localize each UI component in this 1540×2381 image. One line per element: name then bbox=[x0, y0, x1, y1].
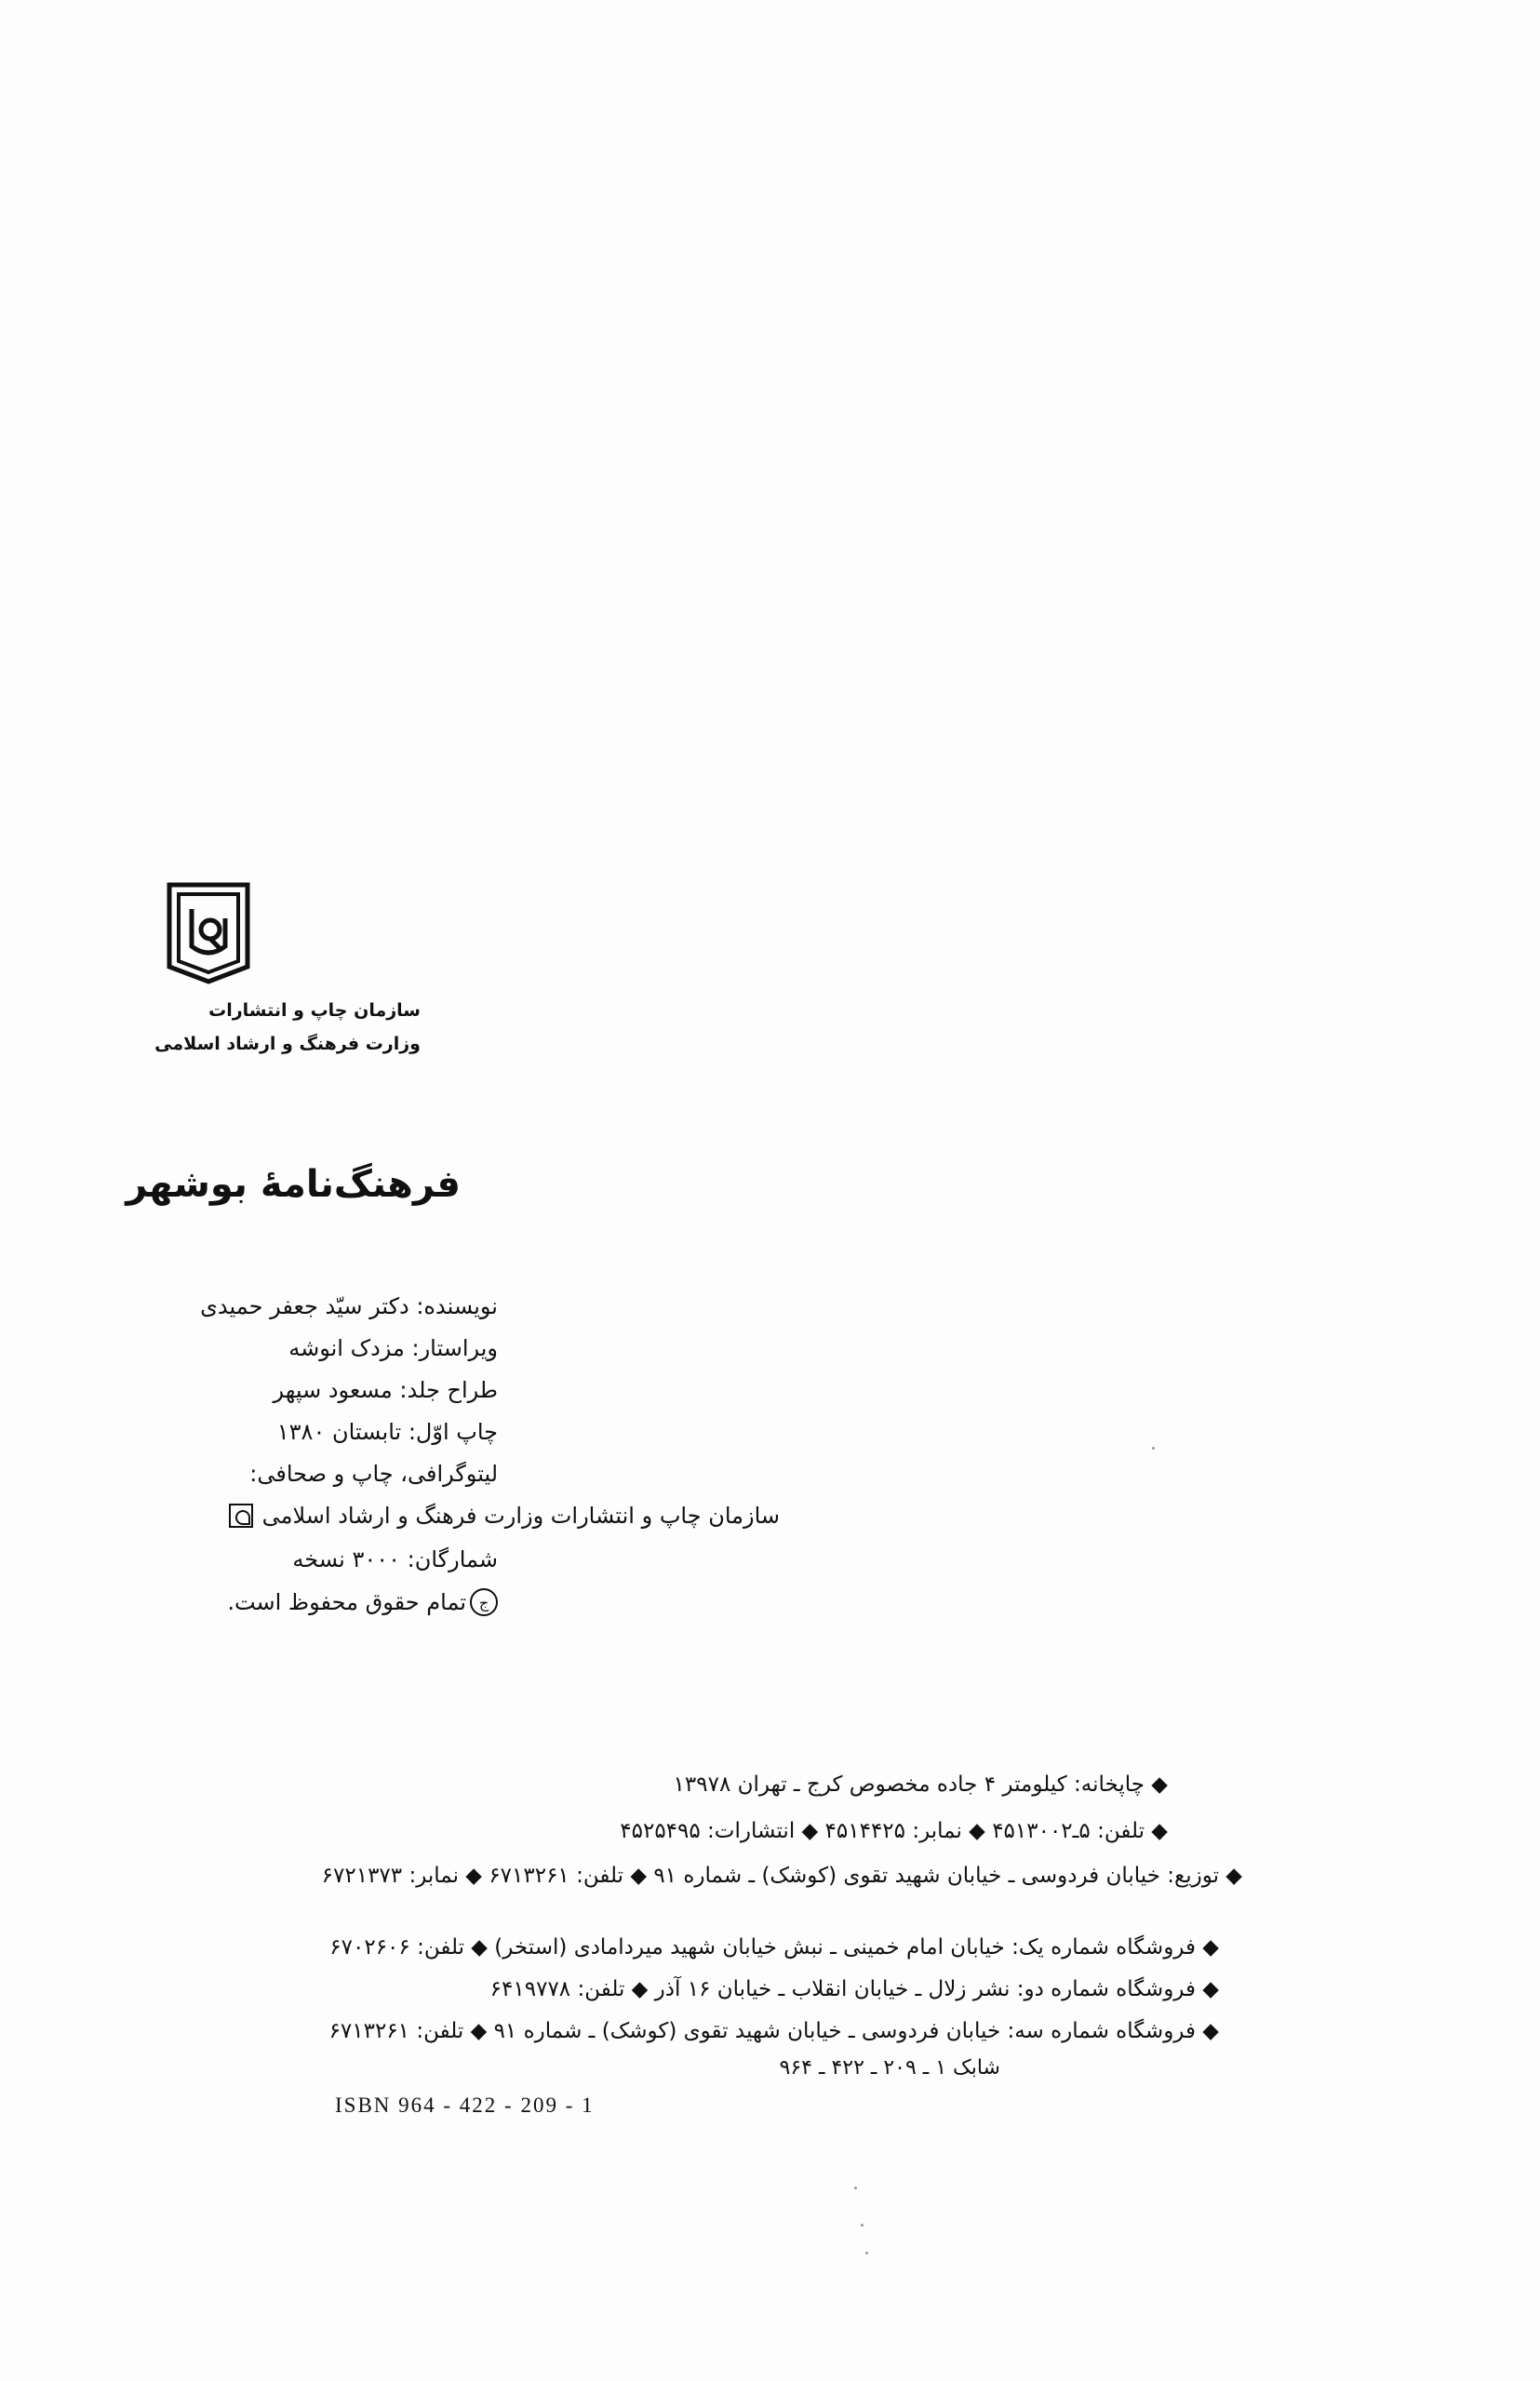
info-phone-numbers: ◆ تلفن: ۵ـ۴۵۱۳۰۰۲ ◆ نمابر: ۴۵۱۴۴۲۵ ◆ انتشارات: ۴۵۲۵۴۹۵ bbox=[620, 1819, 1168, 1843]
publisher-logo bbox=[166, 881, 251, 985]
publisher-mini-logo-icon bbox=[229, 1504, 253, 1528]
isbn: ISBN 964 - 422 - 209 - 1 bbox=[335, 2093, 595, 2117]
scan-speck bbox=[865, 2252, 868, 2254]
publisher-name-line2: وزارت فرهنگ و ارشاد اسلامی bbox=[154, 1034, 421, 1054]
info-printing-house: ◆ چاپخانه: کیلومتر ۴ جاده مخصوص کرج ـ تهران ۱۳۹۷۸ bbox=[673, 1772, 1168, 1797]
publisher-name-line1: سازمان چاپ و انتشارات bbox=[208, 1000, 421, 1021]
info-distribution: ◆ توزیع: خیابان فردوسی ـ خیابان شهید تقوی (کوشک) ـ شماره ۹۱ ◆ تلفن: ۶۷۱۳۲۶۱ ◆ نمابر: ۶۷۲۱۳۷۳ bbox=[321, 1864, 1242, 1888]
info-shop-1: ◆ فروشگاه شماره یک: خیابان امام خمینی ـ نبش خیابان شهید میردامادی (استخر) ◆ تلفن: ۶۷۰۲۶۰۶ bbox=[329, 1935, 1219, 1960]
book-title: فرهنگ‌نامهٔ بوشهر bbox=[126, 1163, 461, 1206]
credit-rights bbox=[227, 1588, 498, 1616]
copyright-icon: ج bbox=[470, 1588, 498, 1616]
credit-cover-designer: طراح جلد: مسعود سپهر bbox=[273, 1377, 498, 1403]
credit-organization bbox=[229, 1503, 780, 1529]
info-shop-3: ◆ فروشگاه شماره سه: خیابان فردوسی ـ خیابان شهید تقوی (کوشک) ـ شماره ۹۱ ◆ تلفن: ۶۷۱۳۲۶۱ bbox=[328, 2019, 1219, 2043]
credit-lithography: لیتوگرافی، چاپ و صحافی: bbox=[249, 1461, 498, 1487]
scan-speck bbox=[854, 2187, 857, 2189]
credit-editor: ویراستار: مزدک انوشه bbox=[288, 1335, 498, 1361]
credit-edition: چاپ اوّل: تابستان ۱۳۸۰ bbox=[276, 1419, 498, 1445]
credit-rights-text: تمام حقوق محفوظ است. bbox=[227, 1589, 466, 1615]
info-shabak: شابک ۱ ـ ۲۰۹ ـ ۴۲۲ ـ ۹۶۴ bbox=[779, 2056, 1000, 2080]
scan-speck bbox=[1152, 1447, 1155, 1450]
credit-print-run: شمارگان: ۳۰۰۰ نسخه bbox=[292, 1546, 498, 1572]
info-shop-2: ◆ فروشگاه شماره دو: نشر زلال ـ خیابان انقلاب ـ خیابان ۱۶ آذر ◆ تلفن: ۶۴۱۹۷۷۸ bbox=[489, 1977, 1219, 2001]
scan-speck bbox=[861, 2224, 864, 2227]
credit-organization-text: سازمان چاپ و انتشارات وزارت فرهنگ و ارشاد اسلامی bbox=[261, 1503, 780, 1529]
credit-author: نویسنده: دکتر سیّد جعفر حمیدی bbox=[200, 1293, 498, 1319]
